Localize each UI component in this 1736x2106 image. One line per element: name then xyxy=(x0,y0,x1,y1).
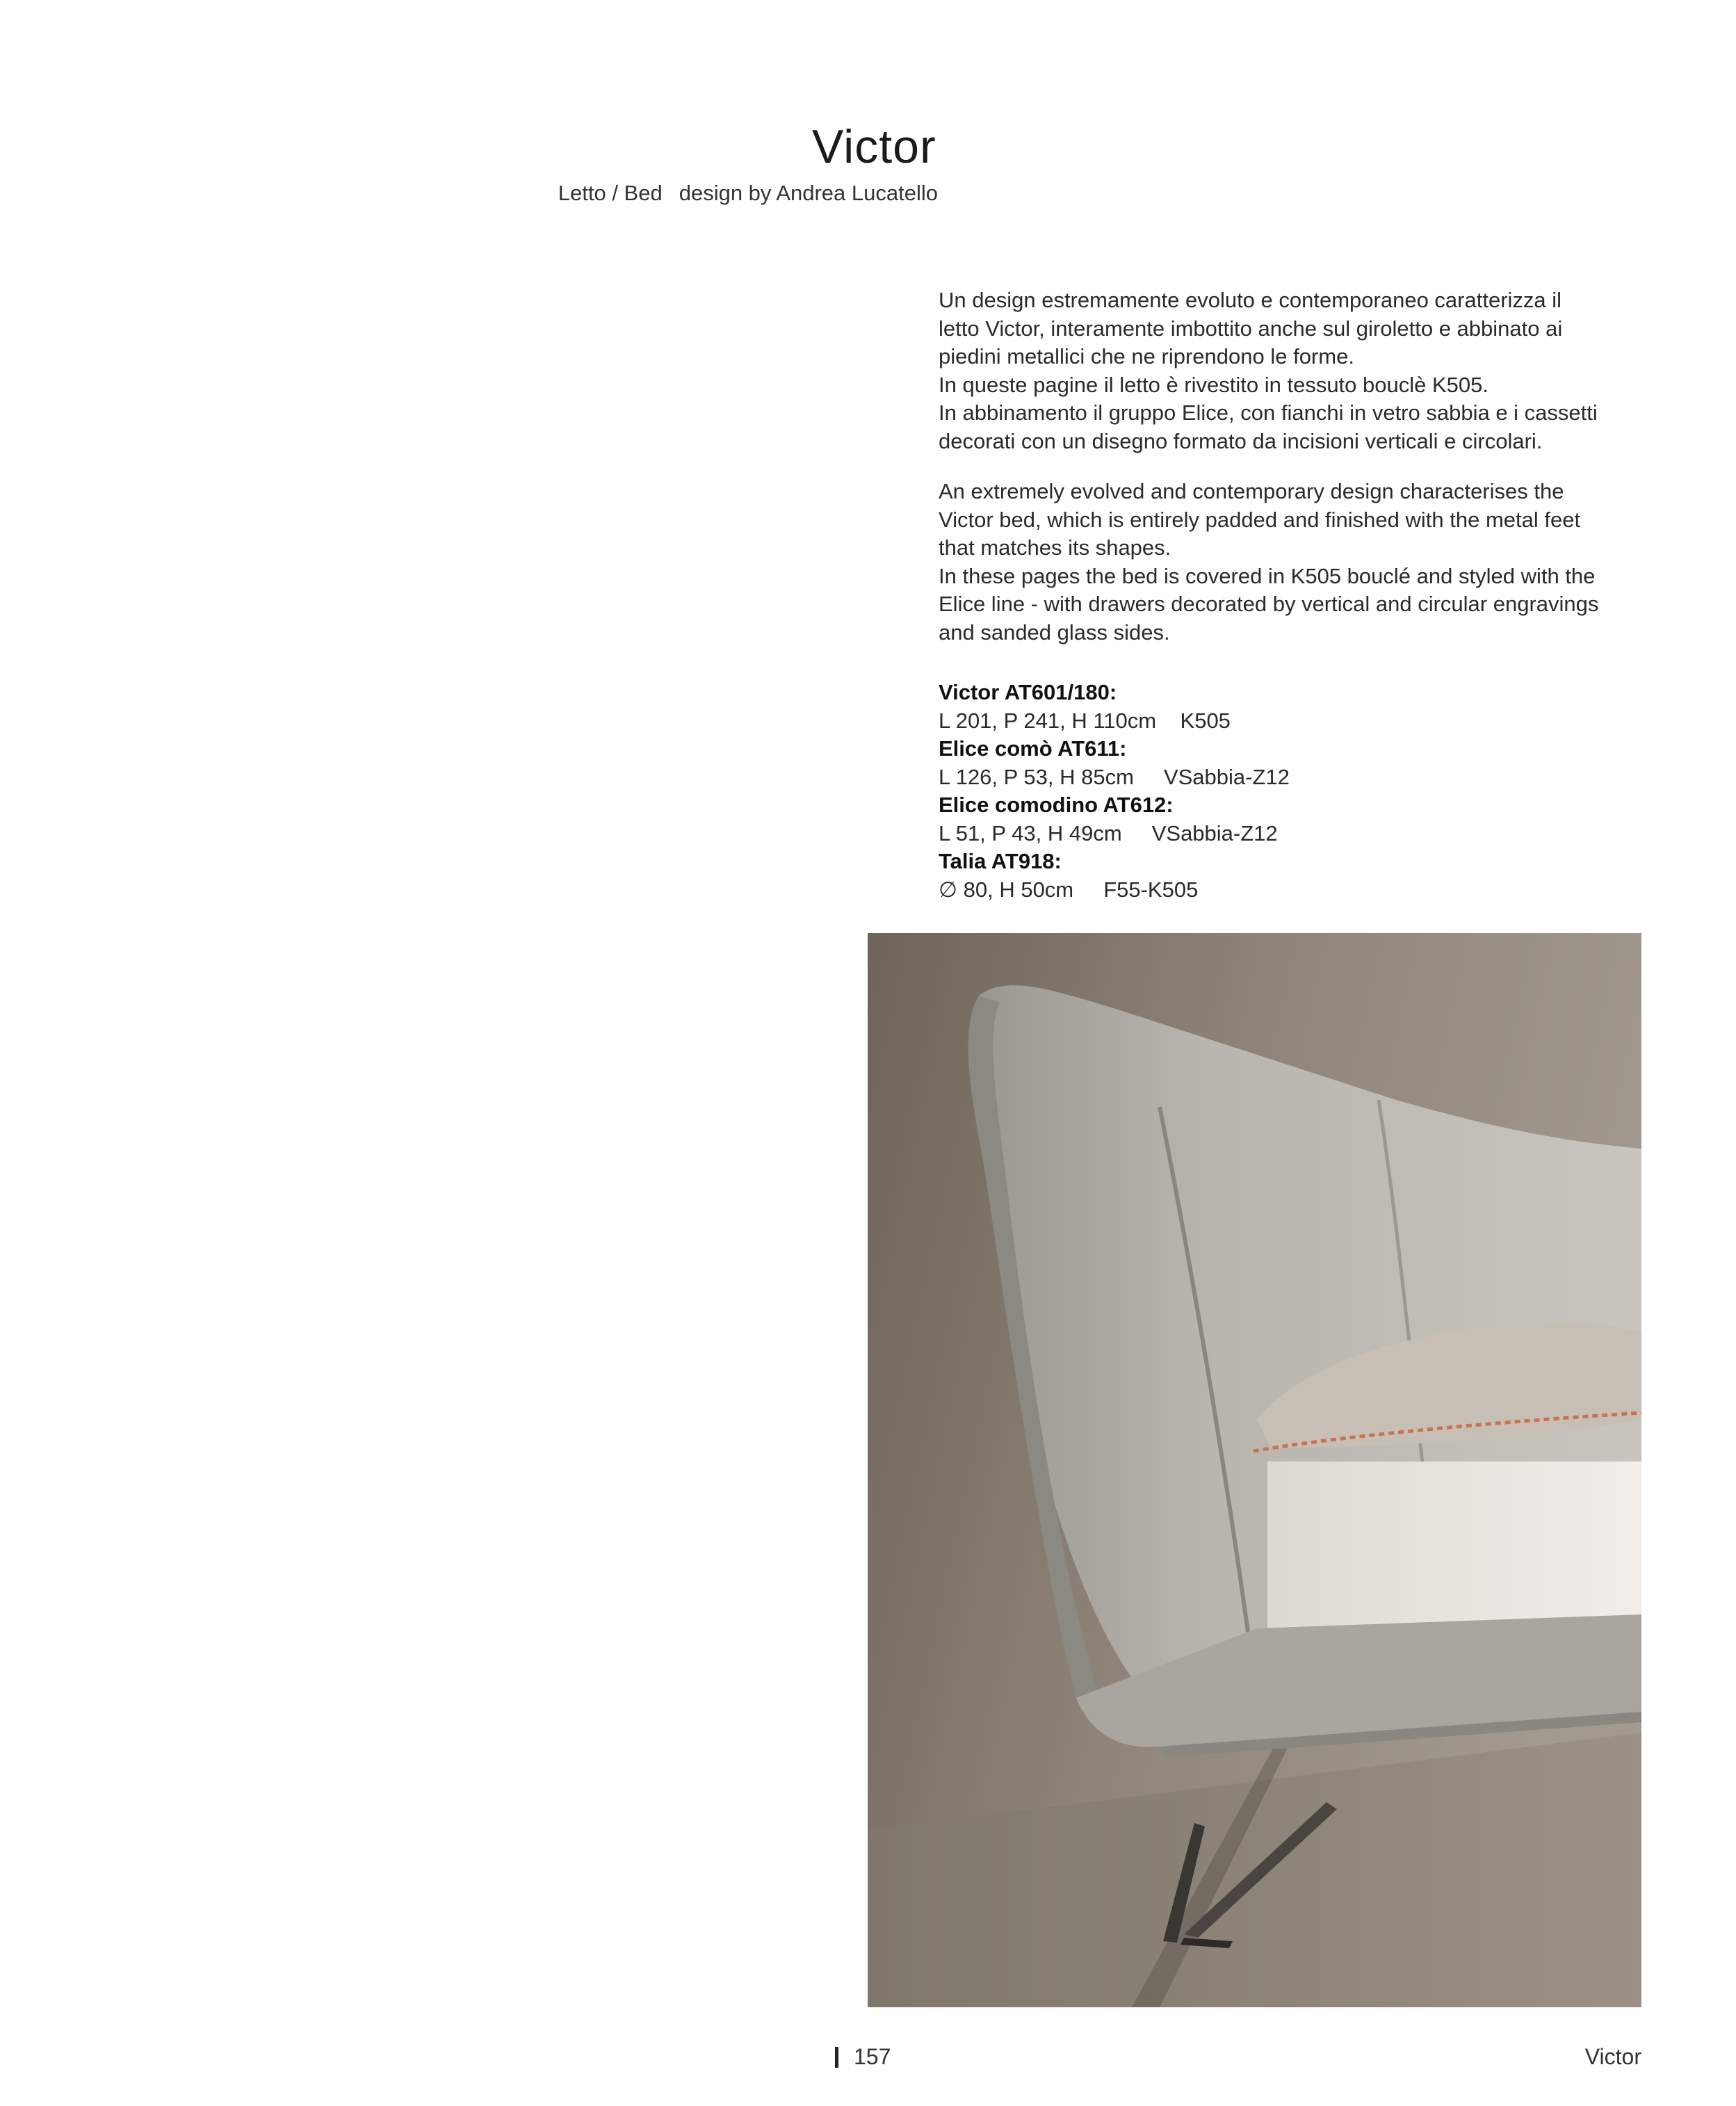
text-line: In these pages the bed is covered in K505 bouclé and styled with the xyxy=(939,563,1596,588)
spec-name: Talia AT918: xyxy=(939,849,1062,873)
description-italian xyxy=(939,286,1648,455)
bed-photo-illustration xyxy=(868,933,1641,2007)
description-english xyxy=(939,478,1648,647)
text-line: piedini metallici che ne riprendono le forme. xyxy=(939,344,1354,368)
text-line: An extremely evolved and contemporary design characterises the xyxy=(939,479,1564,503)
product-category: Letto / Bed xyxy=(558,181,663,205)
spec-name: Elice comò AT611: xyxy=(939,736,1127,761)
product-specs xyxy=(939,679,1648,904)
spec-name: Victor AT601/180: xyxy=(939,680,1117,704)
text-line: that matches its shapes. xyxy=(939,535,1171,560)
text-line: Victor bed, which is entirely padded and finished with the metal feet xyxy=(939,507,1581,532)
spec-dimensions: L 201, P 241, H 110cm K505 xyxy=(939,708,1231,733)
spec-dimensions: L 126, P 53, H 85cm VSabbia-Z12 xyxy=(939,764,1290,789)
page-number-marker xyxy=(835,2047,838,2068)
text-line: In queste pagine il letto è rivestito in tessuto bouclè K505. xyxy=(939,372,1488,397)
spec-name: Elice comodino AT612: xyxy=(939,793,1174,817)
text-line: letto Victor, interamente imbottito anche sul giroletto e abbinato ai xyxy=(939,316,1563,341)
page-title: Victor xyxy=(812,120,936,173)
text-line: Un design estremamente evoluto e contemporaneo caratterizza il xyxy=(939,288,1562,312)
page-number: 157 xyxy=(854,2044,891,2069)
text-line: Elice line - with drawers decorated by vertical and circular engravings xyxy=(939,592,1599,616)
product-designer: design by Andrea Lucatello xyxy=(679,181,938,205)
product-description xyxy=(939,286,1648,904)
spec-dimensions: ∅ 80, H 50cm F55-K505 xyxy=(939,877,1199,902)
footer-section-title: Victor xyxy=(1584,2044,1641,2069)
text-line: In abbinamento il gruppo Elice, con fianchi in vetro sabbia e i cassetti xyxy=(939,400,1598,425)
text-line: and sanded glass sides. xyxy=(939,619,1170,645)
spec-dimensions: L 51, P 43, H 49cm VSabbia-Z12 xyxy=(939,820,1278,845)
product-photo xyxy=(868,933,1641,2007)
product-subtitle xyxy=(558,181,938,206)
text-line: decorati con un disegno formato da incisioni verticali e circolari. xyxy=(939,428,1543,453)
